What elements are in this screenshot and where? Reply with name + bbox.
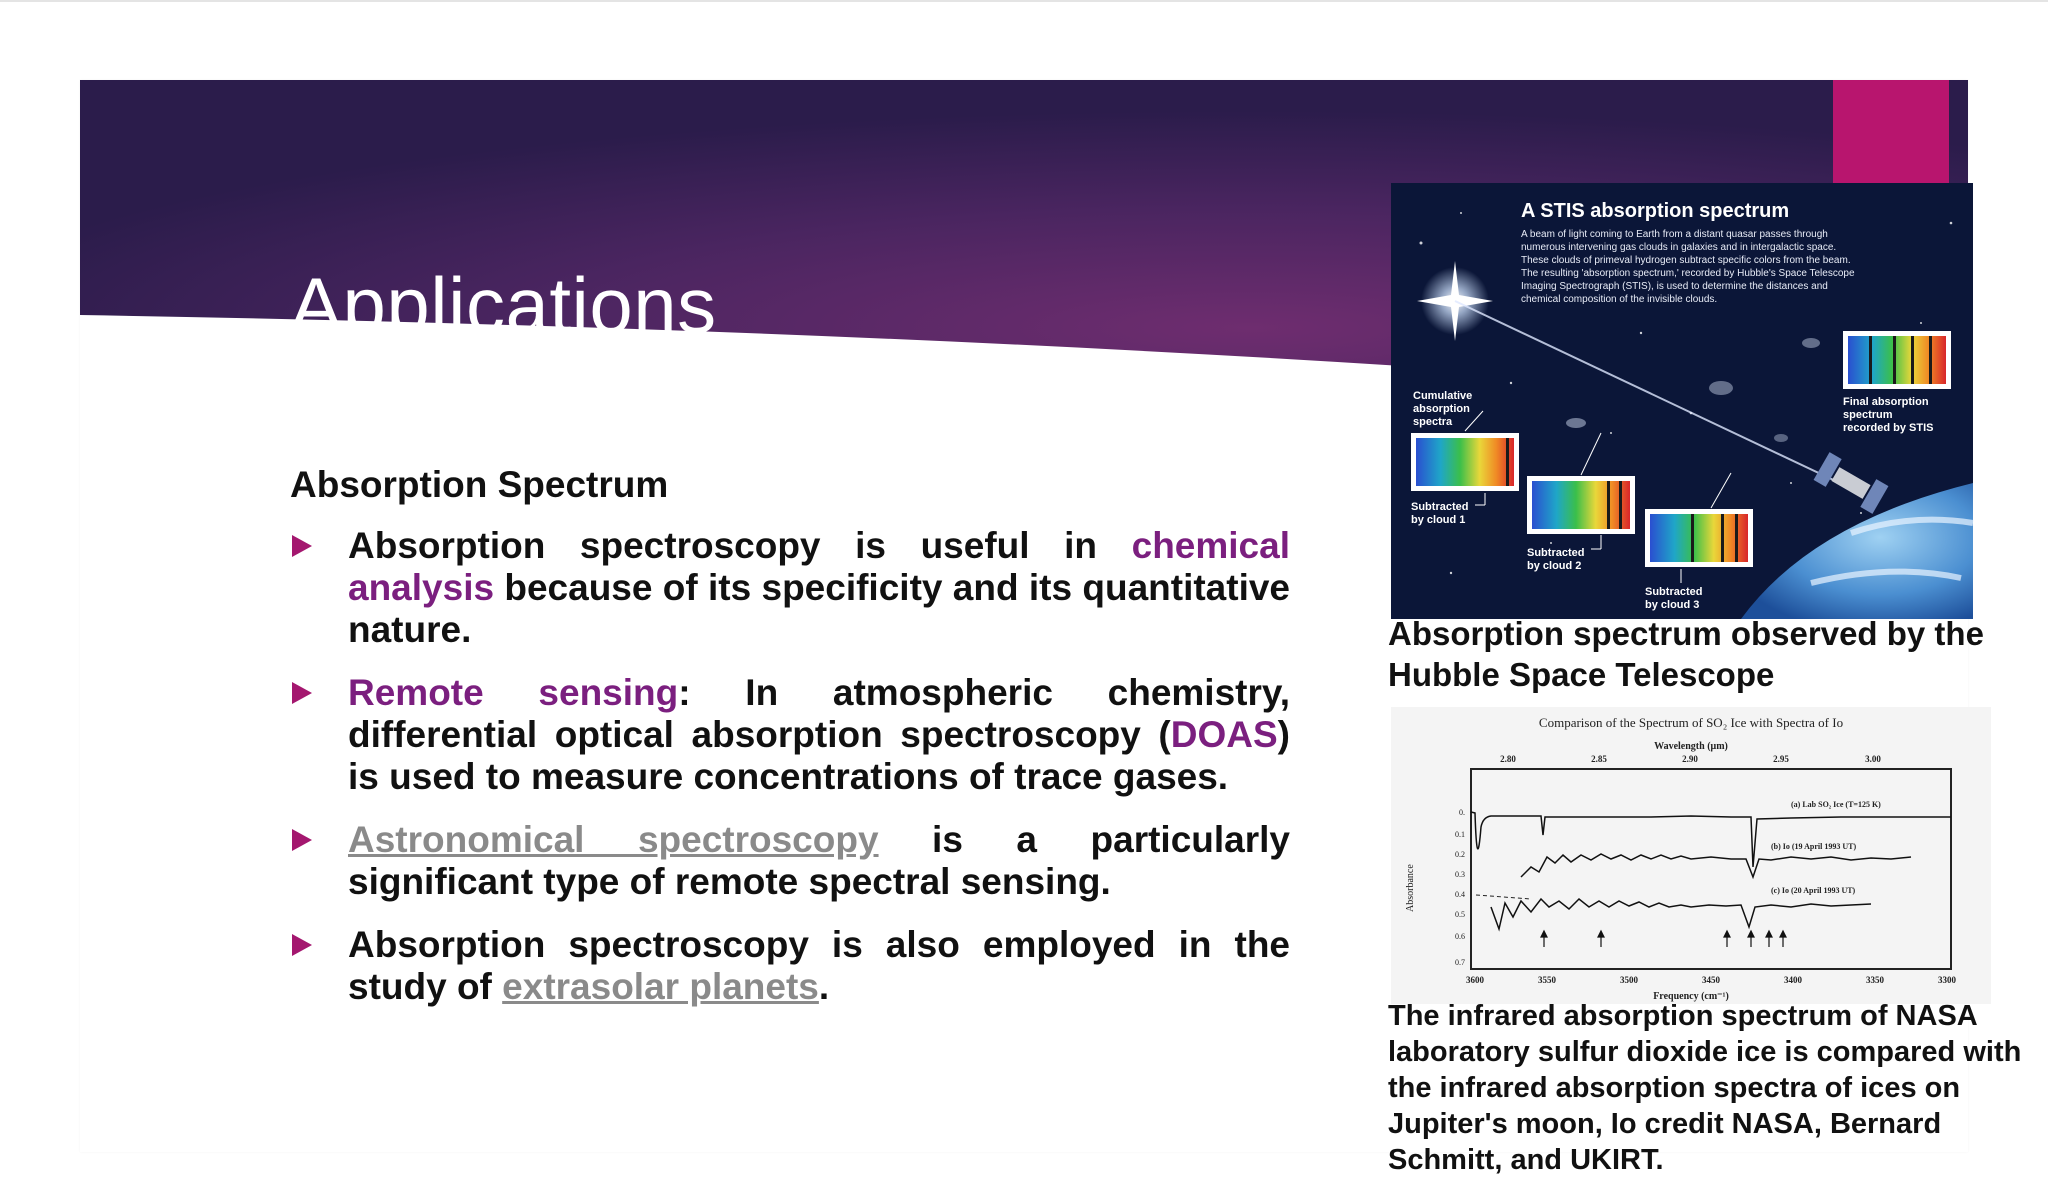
highlight-term: Remote sensing [348, 672, 679, 713]
highlight-term: chemical analysis [348, 525, 1290, 608]
bottom-tick-label: 3500 [1620, 975, 1638, 985]
cumulative-label: Cumulative [1413, 390, 1473, 402]
bullet-text: Absorption spectroscopy is also employed in the study of extrasolar planets. [348, 924, 1290, 1007]
cloud1-label: by cloud 1 [1411, 514, 1466, 526]
so2-ice-spectrum-image [1391, 707, 1991, 1004]
top-tick-label: 2.85 [1591, 754, 1607, 764]
y-tick-label: 0.6 [1455, 932, 1465, 941]
figure2-title: Comparison of the Spectrum of SO₂ Ice with Spectra of Io [1538, 715, 1844, 730]
triangle-bullet-icon [292, 535, 312, 557]
cumulative-label: absorption [1413, 403, 1470, 415]
bottom-tick-label: 3300 [1938, 975, 1956, 985]
top-tick-label: 2.80 [1500, 754, 1516, 764]
y-tick-label: 0.4 [1455, 890, 1465, 899]
top-tick-label: 2.95 [1773, 754, 1789, 764]
bullet-text: Absorption spectroscopy is useful in chemical analysis because of its specificity and its quantitative nature. [348, 525, 1290, 650]
figure1-description-line: numerous intervening gas clouds in galaxies and in intergalactic space. [1521, 242, 1837, 253]
figure1-caption: Absorption spectrum observed by the Hubble Space Telescope [1388, 615, 1984, 693]
spectrum-panel-final [1843, 331, 1951, 389]
spectrum-panel-cloud2 [1527, 476, 1635, 534]
triangle-bullet-icon [292, 829, 312, 851]
y-tick-label: 0.5 [1455, 910, 1465, 919]
figure1-description-line: The resulting 'absorption spectrum,' recorded by Hubble's Space Telescope [1521, 268, 1855, 279]
triangle-bullet-icon [292, 934, 312, 956]
top-tick-label: 2.90 [1682, 754, 1698, 764]
legend-a: (a) Lab SO₂ Ice (T=125 K) [1791, 800, 1881, 809]
cloud2-label: by cloud 2 [1527, 560, 1582, 572]
bottom-tick-label: 3600 [1466, 975, 1484, 985]
top-border [0, 0, 2048, 2]
y-tick-label: 0.2 [1455, 850, 1465, 859]
bullet-item [290, 924, 1290, 1008]
astronomical-spectroscopy-link[interactable]: Astronomical spectroscopy [348, 819, 879, 860]
bullet-text: Astronomical spectroscopy is a particularly significant type of remote spectral sensing. [348, 819, 1290, 902]
figure1-title: A STIS absorption spectrum [1521, 200, 1790, 222]
highlight-term: DOAS [1170, 714, 1278, 755]
figure2-bottom-axis-label: Frequency (cm⁻¹) [1653, 991, 1729, 1002]
stis-absorption-image [1391, 183, 1973, 619]
legend-c: (c) Io (20 April 1993 UT) [1771, 886, 1856, 895]
bullet-item [290, 525, 1290, 651]
top-tick-label: 3.00 [1865, 754, 1881, 764]
figure2-caption: The infrared absorption spectrum of NASA laboratory sulfur dioxide ice is compared with the infrared absorption spectra of ices on Jupiter's moon, Io credit NASA, Bernard Schmitt, and UKIRT. [1388, 1000, 2022, 1176]
cloud2-label: Subtracted [1527, 547, 1585, 559]
final-label: recorded by STIS [1843, 422, 1934, 434]
slide-title: Applications [290, 261, 717, 349]
cloud3-label: by cloud 3 [1645, 599, 1700, 611]
bottom-tick-label: 3350 [1866, 975, 1884, 985]
y-tick-label: 0.3 [1455, 870, 1465, 879]
final-label: Final absorption [1843, 396, 1929, 408]
figure1-description-line: Imaging Spectrograph (STIS), is used to determine the distances and [1521, 281, 1828, 292]
bullet-item [290, 819, 1290, 903]
y-tick-label: 0. [1459, 808, 1465, 817]
bullet-item [290, 672, 1290, 798]
figure1-description-line: A beam of light coming to Earth from a distant quasar passes through [1521, 229, 1828, 240]
y-tick-label: 0.1 [1455, 830, 1465, 839]
cumulative-label: spectra [1413, 416, 1453, 428]
figure2-y-axis-label: Absorbance [1405, 864, 1416, 912]
cloud3-label: Subtracted [1645, 586, 1703, 598]
section-subheading: Absorption Spectrum [290, 464, 669, 505]
slide [80, 80, 2022, 1176]
bottom-tick-label: 3450 [1702, 975, 1720, 985]
triangle-bullet-icon [292, 682, 312, 704]
final-label: spectrum [1843, 409, 1893, 421]
figure1-description-line: chemical composition of the invisible clouds. [1521, 294, 1718, 305]
legend-b: (b) Io (19 April 1993 UT) [1771, 842, 1857, 851]
spectrum-panel-cloud3 [1645, 509, 1753, 567]
bottom-tick-label: 3400 [1784, 975, 1802, 985]
accent-tab [1833, 80, 1949, 183]
spectrum-panel-cumulative [1411, 433, 1519, 491]
extrasolar-planets-link[interactable]: extrasolar planets [502, 966, 819, 1007]
figure1-description-line: These clouds of primeval hydrogen subtract specific colors from the beam. [1521, 255, 1851, 266]
bullet-list [290, 525, 1290, 1029]
figure2-top-axis-label: Wavelength (μm) [1654, 741, 1728, 752]
cloud1-label: Subtracted [1411, 501, 1469, 513]
bullet-text: Remote sensing: In atmospheric chemistry, differential optical absorption spectroscopy (DOAS) is used to measure concentrations of trace gases. [348, 672, 1290, 797]
bottom-tick-label: 3550 [1538, 975, 1556, 985]
y-tick-label: 0.7 [1455, 958, 1465, 967]
